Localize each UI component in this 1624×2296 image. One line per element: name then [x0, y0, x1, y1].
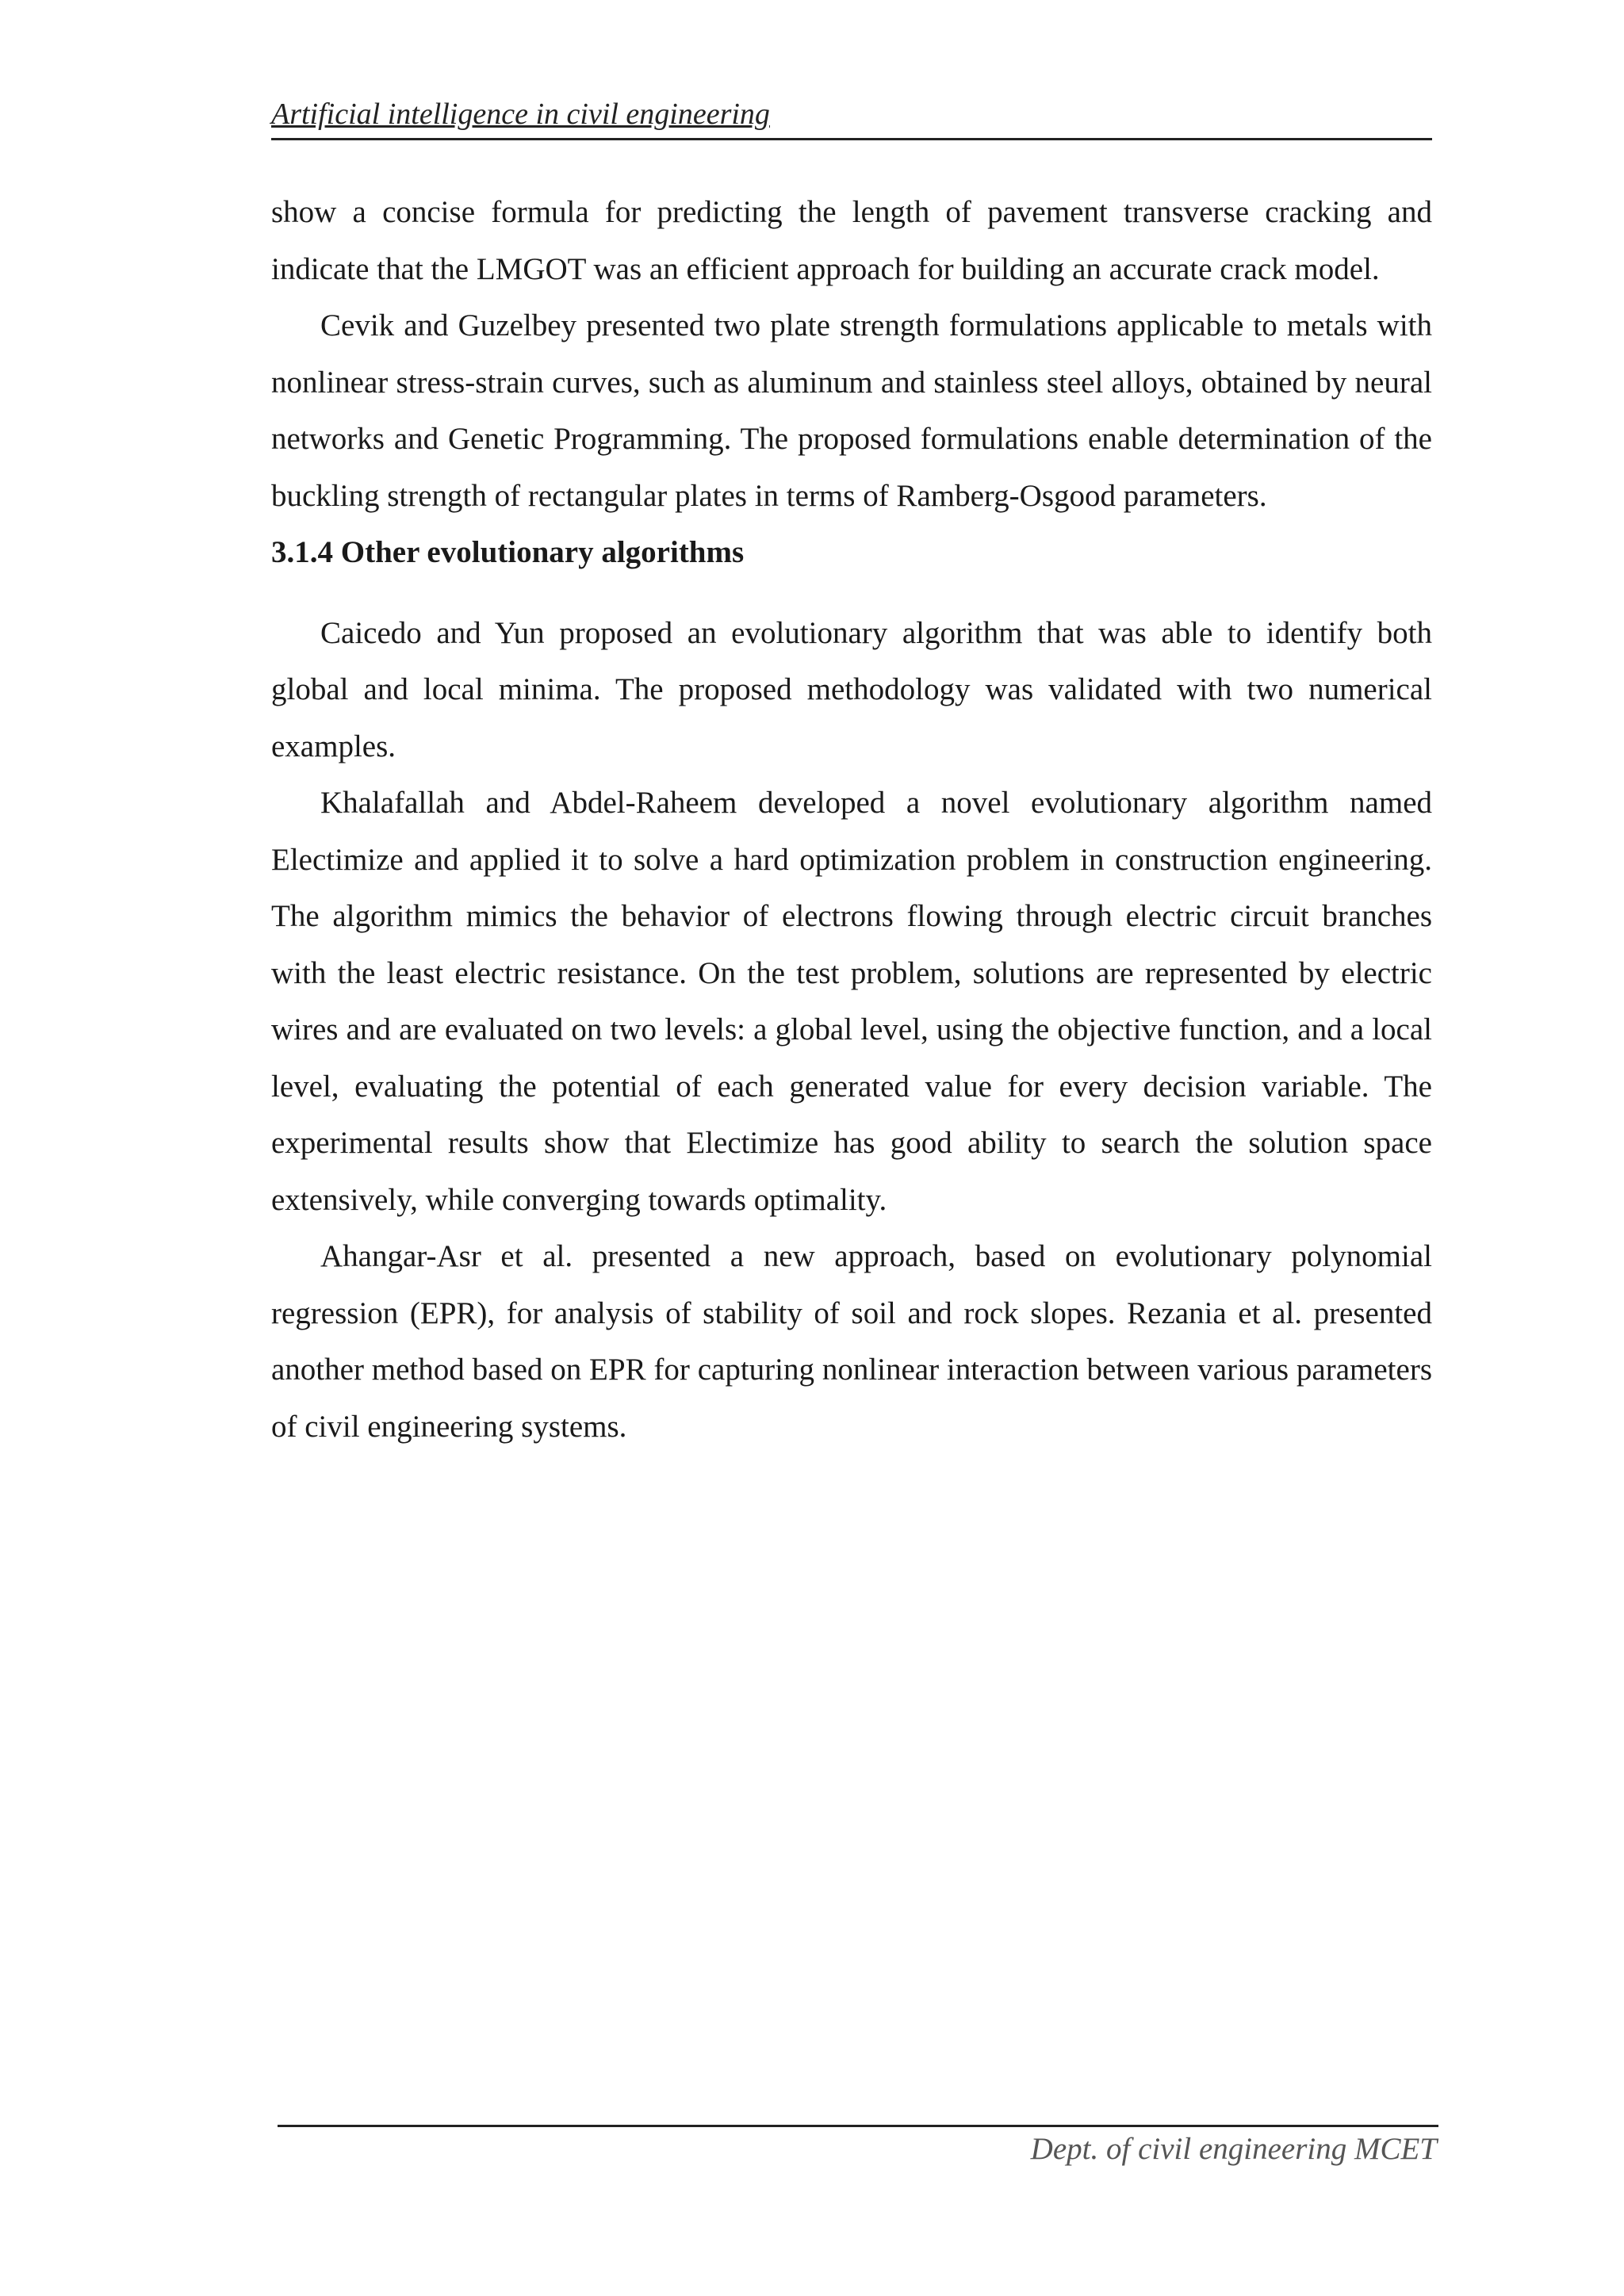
- paragraph: Ahangar-Asr et al. presented a new approach, based on evolutionary polynomial regression (EPR), for analysis of stability of soil and rock slopes. Rezania et al. presented another method based on EPR for capturing nonlinear interaction between various parameters of civil engineering systems.: [271, 1239, 1432, 1444]
- page-header: [271, 94, 1432, 140]
- section-heading: 3.1.4 Other evolutionary algorithms: [271, 535, 745, 569]
- paragraph: Caicedo and Yun proposed an evolutionary algorithm that was able to identify both global and local minima. The proposed methodology was validated with two numerical examples.: [271, 615, 1432, 763]
- footer-text: Dept. of civil engineering MCET: [1030, 2132, 1437, 2166]
- paragraph: show a concise formula for predicting the length of pavement transverse cracking and indicate that the LMGOT was an efficient approach for building an accurate crack model.: [271, 195, 1432, 286]
- main-content: [271, 184, 1432, 1455]
- paragraph: Cevik and Guzelbey presented two plate strength formulations applicable to metals with nonlinear stress-strain curves, such as aluminum and stainless steel alloys, obtained by neural networks and Genetic Programming. The proposed formulations enable determination of the buckling strength of rectangular plates in terms of Ramberg-Osgood parameters.: [271, 308, 1432, 513]
- header-title: Artificial intelligence in civil engineering: [271, 98, 770, 131]
- paragraph: Khalafallah and Abdel-Raheem developed a novel evolutionary algorithm named Electimize and applied it to solve a hard optimization problem in construction engineering. The algorithm mimics the behavior of electrons flowing through electric circuit branches with the least electric resistance. On the test problem, solutions are represented by electric wires and are evaluated on two levels: a global level, using the objective function, and a local level, evaluating the potential of each generated value for every decision variable. The experimental results show that Electimize has good ability to search the solution space extensively, while converging towards optimality.: [271, 786, 1432, 1217]
- footer-divider: [278, 2125, 1438, 2127]
